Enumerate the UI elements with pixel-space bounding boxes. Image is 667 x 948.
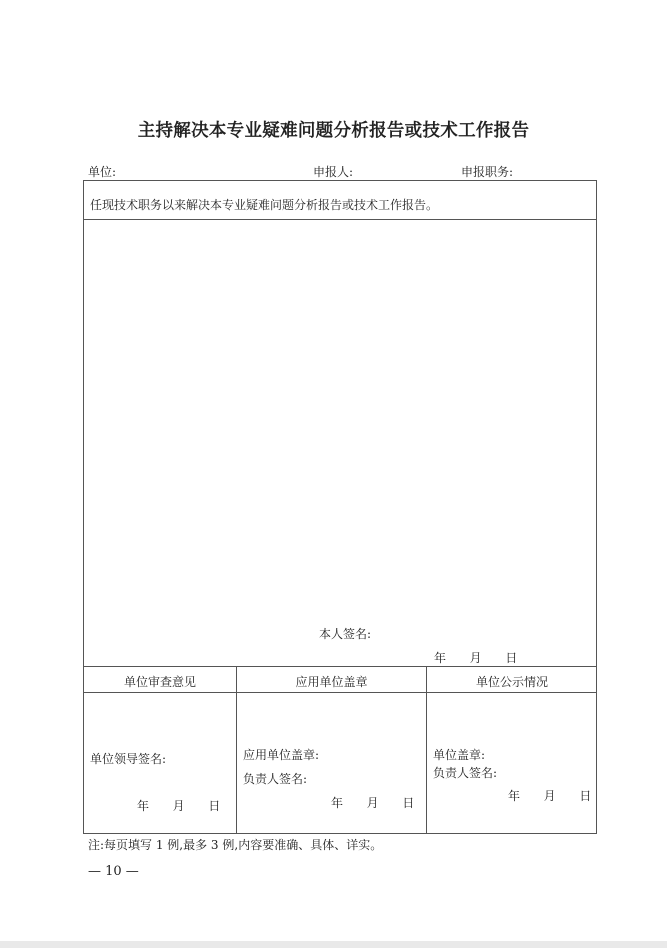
application-seal-label: 应用单位盖章: [243,748,320,762]
instruction-text: 任现技术职务以来解决本专业疑难问题分析报告或技术工作报告。 [90,198,439,212]
page-bottom-edge [0,941,667,948]
publicity-date [508,787,591,804]
divider-signature [83,666,597,667]
date-day: 日 [208,799,221,813]
publicity-person-signature-label: 负责人签名: [433,766,498,780]
unit-label: 单位: [88,165,117,179]
column-divider-1 [236,666,237,834]
date-day: 日 [402,796,415,810]
date-year: 年 [331,796,344,810]
date-year: 年 [137,799,150,813]
divider-column-headings [83,692,597,693]
seal-person-signature-label: 负责人签名: [243,772,308,786]
unit-seal-label: 单位盖章: [433,748,486,762]
self-signature-date [434,649,517,666]
seal-heading: 应用单位盖章 [295,675,368,689]
date-month: 月 [172,799,185,813]
leader-signature-label: 单位领导签名: [90,752,167,766]
column-divider-2 [426,666,427,834]
date-year: 年 [508,789,521,803]
date-month: 月 [366,796,379,810]
date-year: 年 [434,651,447,665]
report-content-area[interactable] [84,220,596,620]
position-label: 申报职务: [461,165,514,179]
review-date [137,797,220,814]
date-day: 日 [505,651,518,665]
applicant-label: 申报人: [313,165,354,179]
self-signature-label: 本人签名: [319,627,372,641]
footnote: 注:每页填写 1 例,最多 3 例,内容要准确、具体、详实。 [88,838,383,852]
review-heading: 单位审查意见 [123,675,196,689]
date-month: 月 [543,789,556,803]
page-number: — 10 — [88,864,139,879]
date-month: 月 [469,651,482,665]
seal-date [331,794,414,811]
date-day: 日 [579,789,592,803]
publicity-heading: 单位公示情况 [475,675,548,689]
page-title: 主持解决本专业疑难问题分析报告或技术工作报告 [137,121,530,141]
